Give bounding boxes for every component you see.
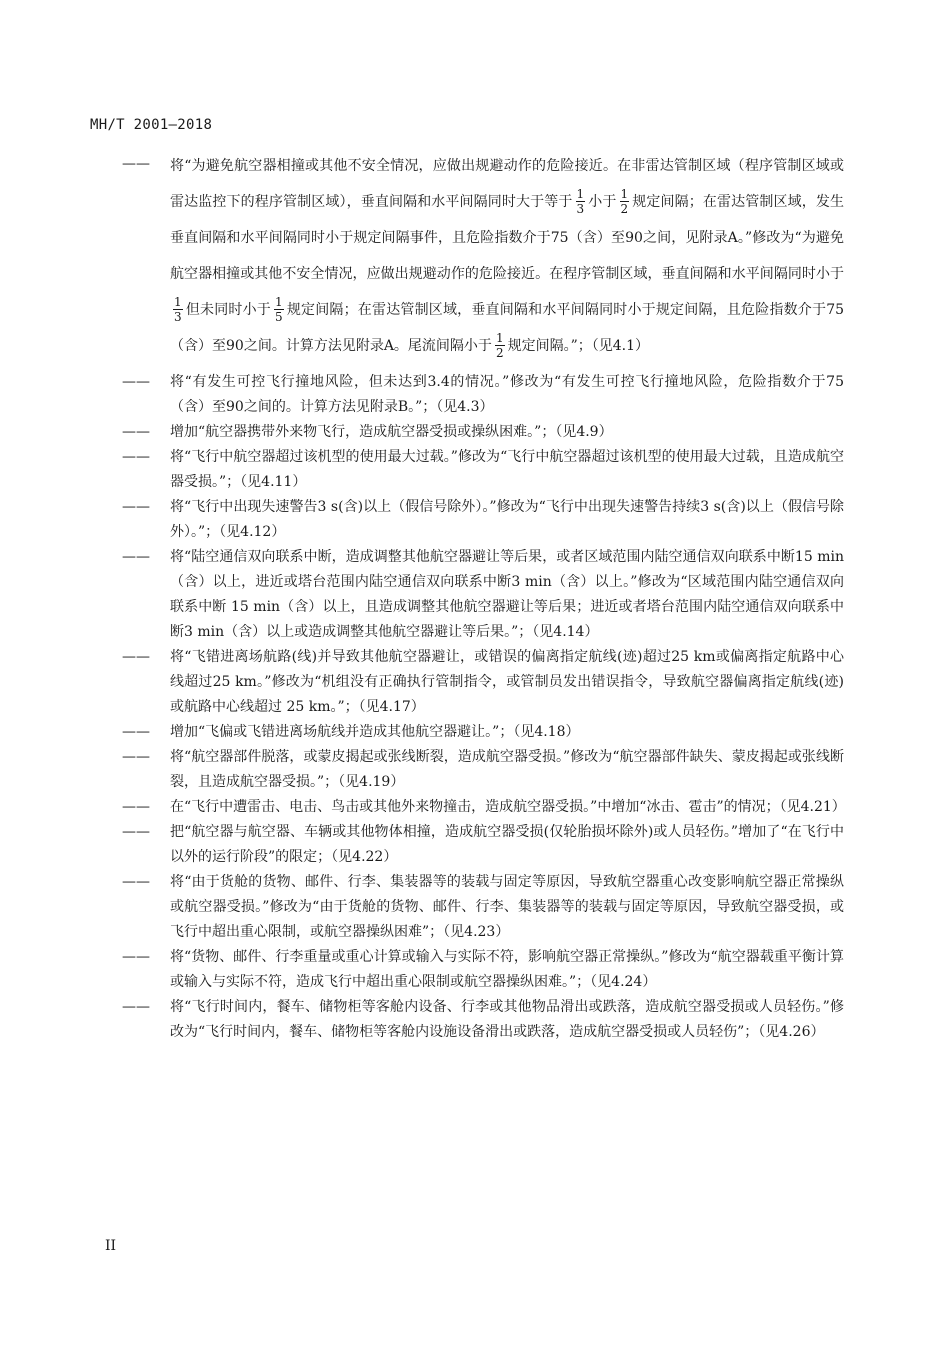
list-item bbox=[122, 445, 844, 495]
item-text: 把“航空器与航空器、车辆或其他物体相撞，造成航空器受损(仅轮胎损坏除外)或人员轻伤。”增加了“在飞行中以外的运行阶段”的限定；（见4.22） bbox=[170, 824, 844, 865]
list-item bbox=[122, 795, 844, 820]
item-dash: —— bbox=[122, 749, 150, 765]
item-text: 增加“飞偏或飞错进离场航线并造成其他航空器避让。”；（见4.18） bbox=[170, 724, 580, 740]
item-text: 将“航空器部件脱落，或蒙皮揭起或张线断裂，造成航空器受损。”修改为“航空器部件缺失、蒙皮揭起或张线断裂，且造成航空器受损。”；（见4.19） bbox=[170, 749, 844, 790]
list-item bbox=[122, 495, 844, 545]
item-dash: —— bbox=[122, 499, 150, 515]
item-text: 在“飞行中遭雷击、电击、鸟击或其他外来物撞击，造成航空器受损。”中增加“冰击、雹击”的情况；（见4.21） bbox=[170, 799, 846, 815]
item-dash: —— bbox=[122, 949, 150, 965]
list-item bbox=[122, 945, 844, 995]
text-segment: 将“为避免航空器相撞或其他不安全情况，应做出规避动作的危险接近。在非雷达管制区域（程序管制区域或雷达监控下的程序管制区域），垂直间隔和水平间隔同时大于等于 bbox=[170, 158, 844, 210]
fraction-numerator: 1 bbox=[495, 330, 504, 345]
text-segment: 小于 bbox=[588, 194, 617, 210]
item-text: 将“有发生可控飞行撞地风险，但未达到3.4的情况。”修改为“有发生可控飞行撞地风险，危险指数介于75（含）至90之间的。计算方法见附录B。”；（见4.3） bbox=[170, 374, 844, 415]
fraction-numerator: 1 bbox=[275, 294, 283, 309]
fraction bbox=[576, 187, 586, 216]
item-text: 将“货物、邮件、行李重量或重心计算或输入与实际不符，影响航空器正常操纵。”修改为“航空器载重平衡计算或输入与实际不符，造成飞行中超出重心限制或航空器操纵困难。”；（见4.24） bbox=[170, 949, 844, 990]
list-item bbox=[122, 152, 844, 370]
fraction bbox=[620, 187, 630, 216]
item-dash: —— bbox=[122, 374, 150, 390]
item-text: 将“陆空通信双向联系中断，造成调整其他航空器避让等后果，或者区域范围内陆空通信双向联系中断15 min（含）以上，进近或塔台范围内陆空通信双向联系中断3 min（含）以上。”修改为“区域范围内陆空通信双向联系中断 15 min（含）以上，且造成调整其他航空器避让等后果；进近或者塔台范围内陆空通信双向联系中断3 min（含）以上或造成调整其他航空器避让等后果。”；（见4.14） bbox=[170, 549, 844, 640]
fraction-numerator: 1 bbox=[576, 186, 585, 201]
item-text bbox=[170, 148, 844, 364]
fraction bbox=[495, 331, 505, 360]
item-text: 将“由于货舱的货物、邮件、行李、集装器等的装载与固定等原因，导致航空器重心改变影响航空器正常操纵或航空器受损。”修改为“由于货舱的货物、邮件、行李、集装器等的装载与固定等原因，导致航空器受损，或飞行中超出重心限制，或航空器操纵困难”；（见4.23） bbox=[170, 874, 844, 940]
text-segment: 规定间隔；在雷达管制区域，发生垂直间隔和水平间隔同时小于规定间隔事件，且危险指数介于75（含）至90之间，见附录A。”修改为“为避免航空器相撞或其他不安全情况，应做出规避动作的危险接近。在程序管制区域，垂直间隔和水平间隔同时小于 bbox=[170, 194, 845, 282]
standard-code: MH/T 2001—2018 bbox=[90, 117, 213, 133]
item-dash: —— bbox=[122, 156, 150, 172]
fraction-denominator: 2 bbox=[620, 201, 629, 216]
item-dash: —— bbox=[122, 649, 150, 665]
text-segment: 但未同时小于 bbox=[185, 302, 271, 318]
list-item bbox=[122, 370, 844, 420]
item-dash: —— bbox=[122, 999, 150, 1015]
list-item bbox=[122, 820, 844, 870]
list-item bbox=[122, 995, 844, 1045]
text-segment: 规定间隔。”；（见4.1） bbox=[507, 338, 649, 354]
item-text: 将“飞行时间内，餐车、储物柜等客舱内设备、行李或其他物品滑出或跌落，造成航空器受损或人员轻伤。”修改为“飞行时间内，餐车、储物柜等客舱内设施设备滑出或跌落，造成航空器受损或人员轻伤”；（见4.26） bbox=[170, 999, 844, 1040]
item-dash: —— bbox=[122, 549, 150, 565]
item-dash: —— bbox=[122, 424, 150, 440]
item-text: 将“飞行中出现失速警告3 s(含)以上（假信号除外）。”修改为“飞行中出现失速警告持续3 s(含)以上（假信号除外）。”；（见4.12） bbox=[170, 499, 844, 540]
item-text: 增加“航空器携带外来物飞行，造成航空器受损或操纵困难。”；（见4.9） bbox=[170, 424, 613, 440]
fraction-numerator: 1 bbox=[174, 294, 182, 309]
fraction-numerator: 1 bbox=[620, 186, 629, 201]
fraction-denominator: 3 bbox=[576, 201, 585, 216]
fraction-denominator: 5 bbox=[275, 309, 283, 324]
list-item bbox=[122, 420, 844, 445]
list-item bbox=[122, 720, 844, 745]
amendment-list bbox=[122, 152, 844, 1045]
fraction-denominator: 3 bbox=[174, 309, 182, 324]
fraction bbox=[173, 295, 183, 324]
item-text: 将“飞错进离场航路(线)并导致其他航空器避让，或错误的偏离指定航线(迹)超过25 km或偏离指定航路中心线超过25 km。”修改为“机组没有正确执行管制指令，或管制员发出错误指令，导致航空器偏离指定航线(迹)或航路中心线超过 25 km。”；（见4.17） bbox=[170, 649, 844, 715]
list-item bbox=[122, 645, 844, 720]
item-dash: —— bbox=[122, 449, 150, 465]
fraction bbox=[274, 295, 284, 324]
item-dash: —— bbox=[122, 824, 150, 840]
list-item bbox=[122, 545, 844, 645]
page-number: II bbox=[105, 1238, 117, 1254]
item-dash: —— bbox=[122, 799, 150, 815]
text-segment: 规定间隔；在雷达管制区域，垂直间隔和水平间隔同时小于规定间隔，且危险指数介于75（含）至90之间。计算方法见附录A。尾流间隔小于 bbox=[170, 302, 845, 354]
item-dash: —— bbox=[122, 874, 150, 890]
fraction-denominator: 2 bbox=[495, 345, 504, 360]
list-item bbox=[122, 745, 844, 795]
item-dash: —— bbox=[122, 724, 150, 740]
item-text: 将“飞行中航空器超过该机型的使用最大过载。”修改为“飞行中航空器超过该机型的使用最大过载，且造成航空器受损。”；（见4.11） bbox=[170, 449, 844, 490]
list-item bbox=[122, 870, 844, 945]
